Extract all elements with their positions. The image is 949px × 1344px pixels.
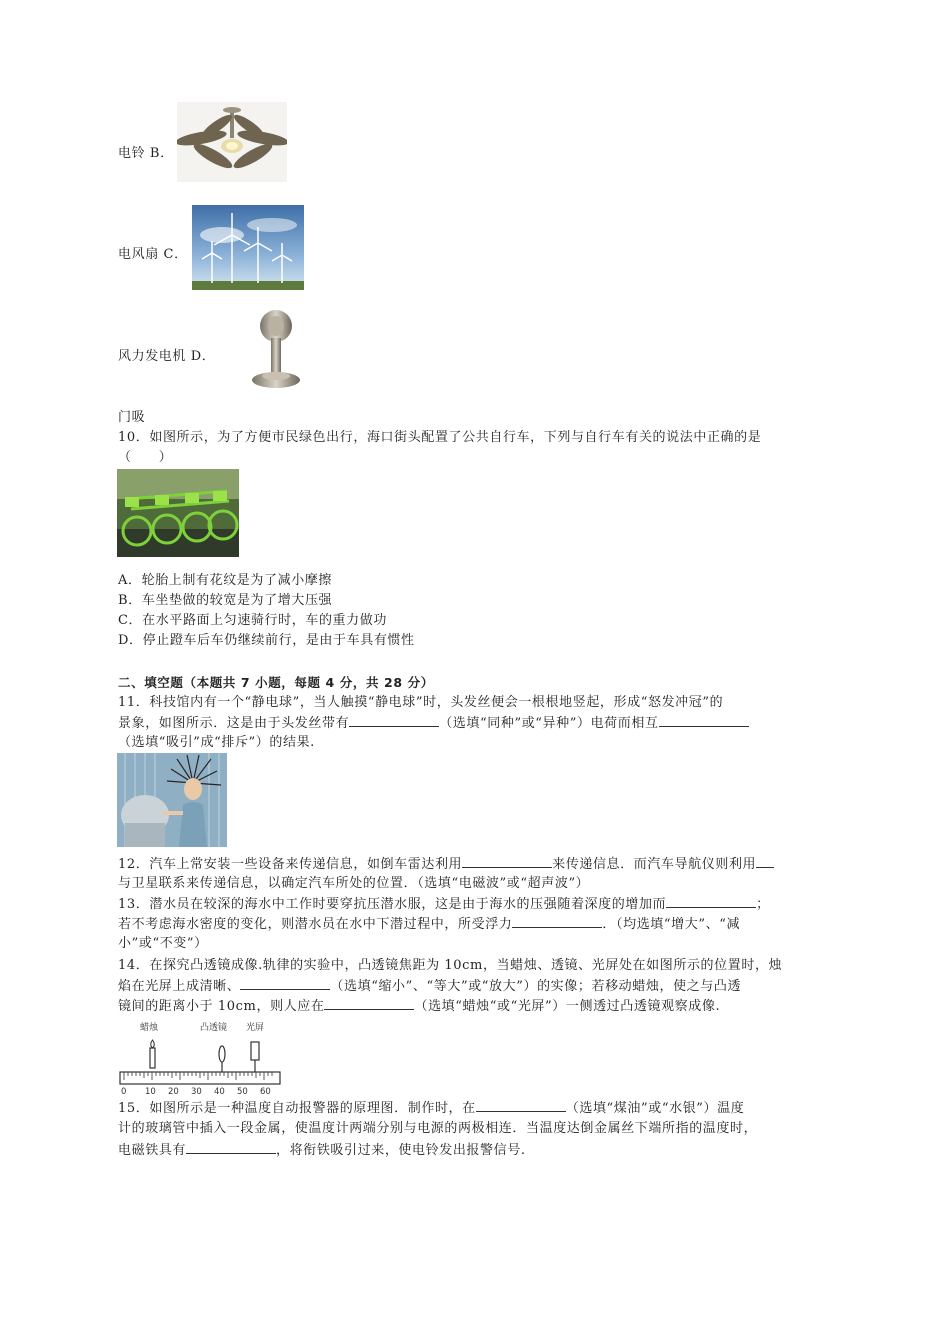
answer-blank[interactable] (349, 713, 439, 727)
tick-label: 60 (260, 1087, 271, 1096)
question-12-text-b: 来传递信息．而汽车导航仪则利用 (552, 857, 757, 872)
question-12-text-a: 12．汽车上常安装一些设备来传递信息，如倒车雷达利用 (118, 857, 463, 872)
option-label-bell: 电铃 B． (118, 146, 174, 161)
question-13-text-b: ； (756, 897, 770, 912)
tick-label: 0 (121, 1087, 127, 1096)
question-11-line1: 11．科技馆内有一个“静电球”，当人触摸“静电球”时，头发丝便会一根根地竖起，形成“怒发冲冠”的 (118, 695, 724, 710)
option-label-generator: 风力发电机 D． (118, 349, 216, 364)
question-13-line2 (118, 914, 740, 935)
flame-shape (151, 1040, 155, 1048)
screen-label: 光屏 (246, 1023, 265, 1033)
question-14-text-d: （选填“蜡烛“或“光屏”）一侧透过凸透镜观察成像. (414, 999, 721, 1014)
question-13-text-a: 13．潜水员在较深的海水中工作时要穿抗压潜水服，这是由于海水的压强随着深度的增加而 (118, 897, 667, 912)
question-15-line2: 计的玻璃管中插入一段金属，使温度计两端分别与电源的两极相连．当温度达倒金属丝下端所指的温度时， (118, 1121, 758, 1136)
screen-shape (251, 1042, 259, 1060)
question-14-line1: 14．在探究凸透镜成像.轨律的实验中，凸透镜焦距为 10cm，当蜡烛、透镜、光屏处在如图所示的位置时，烛 (118, 958, 783, 973)
question-12-line2: 与卫星联系来传递信息，以确定汽车所处的位置．（选填“电磁波”或“超声波”） (118, 876, 590, 891)
tick-label: 30 (191, 1087, 202, 1096)
answer-blank[interactable] (659, 713, 749, 727)
lens-label: 凸透镜 (200, 1023, 228, 1033)
question-13-text-c: 若不考虑海水密度的变化，则潜水员在水中下潜过程中，所受浮力 (118, 917, 513, 932)
tick-label: 40 (214, 1087, 225, 1096)
candle-shape (150, 1048, 155, 1068)
question-14-text-b: （选填“缩小”、“等大”或“放大”）的实像；若移动蜡烛，使之与凸透 (330, 979, 742, 994)
question-10-stem: 10．如图所示，为了方便市民绿色出行，海口街头配置了公共自行车，下列与自行车有关的说法中正确的是 (118, 430, 762, 445)
option-label-fan: 电风扇 C． (118, 247, 188, 262)
public-bicycles-image (117, 469, 239, 557)
tick-label: 50 (237, 1087, 248, 1096)
answer-blank[interactable] (666, 894, 756, 908)
candle-label: 蜡烛 (140, 1023, 159, 1033)
answer-blank[interactable] (186, 1140, 276, 1154)
question-14-line2 (118, 976, 741, 997)
question-15-text-b: （选填“煤油”或“水银”）温度 (565, 1101, 745, 1116)
static-ball-image (117, 753, 227, 847)
answer-blank[interactable] (756, 854, 774, 868)
question-15-line1 (118, 1098, 744, 1119)
question-10-bracket: （ ） (118, 450, 173, 465)
option-d: D．停止蹬车后车仍继续前行，是由于车具有惯性 (118, 633, 415, 648)
question-11-line2 (118, 713, 749, 734)
question-14-line3 (118, 996, 720, 1017)
question-15-text-a: 15．如图所示是一种温度自动报警器的原理图．制作时，在 (118, 1101, 476, 1116)
section-heading: 二、填空题（本题共 7 小题，每题 4 分，共 28 分） (118, 675, 434, 690)
optical-bench-diagram (118, 1020, 283, 1096)
answer-blank[interactable] (476, 1098, 566, 1112)
tick-label: 10 (145, 1087, 156, 1096)
question-14-text-a: 焰在光屏上成清晰、 (118, 979, 241, 994)
option-b: B．车坐垫做的较宽是为了增大压强 (118, 593, 333, 608)
option-label-door-stop: 门吸 (118, 410, 146, 425)
lens-shape (219, 1046, 225, 1062)
question-13-line1 (118, 894, 770, 915)
answer-blank[interactable] (324, 996, 414, 1010)
question-15-line3 (118, 1140, 526, 1161)
tick-label: 20 (168, 1087, 179, 1096)
question-11-line3: （选填“吸引”成“排斥”）的结果. (118, 735, 315, 750)
question-13-text-d: ．（均选填“增大”、“减 (602, 917, 741, 932)
ceiling-fan-image (177, 102, 287, 182)
question-11-text-b: （选填“同种”或“异种”）电荷而相互 (439, 716, 659, 731)
answer-blank[interactable] (462, 854, 552, 868)
answer-blank[interactable] (240, 976, 330, 990)
wind-turbine-image (192, 205, 304, 290)
question-13-line3: 小”或“不变”） (118, 936, 208, 951)
option-a: A．轮胎上制有花纹是为了减小摩擦 (118, 573, 332, 588)
question-11-text-a: 景象，如图所示．这是由于头发丝带有 (118, 716, 350, 731)
question-15-text-c: 电磁铁具有 (118, 1143, 187, 1158)
option-c: C．在水平路面上匀速骑行时，车的重力做功 (118, 613, 387, 628)
question-14-text-c: 镜间的距离小于 10cm，则人应在 (118, 999, 325, 1014)
answer-blank[interactable] (512, 914, 602, 928)
question-12-line1 (118, 854, 774, 875)
door-stopper-image (246, 304, 304, 392)
question-15-text-d: ，将衔铁吸引过来，使电铃发出报警信号. (276, 1143, 526, 1158)
